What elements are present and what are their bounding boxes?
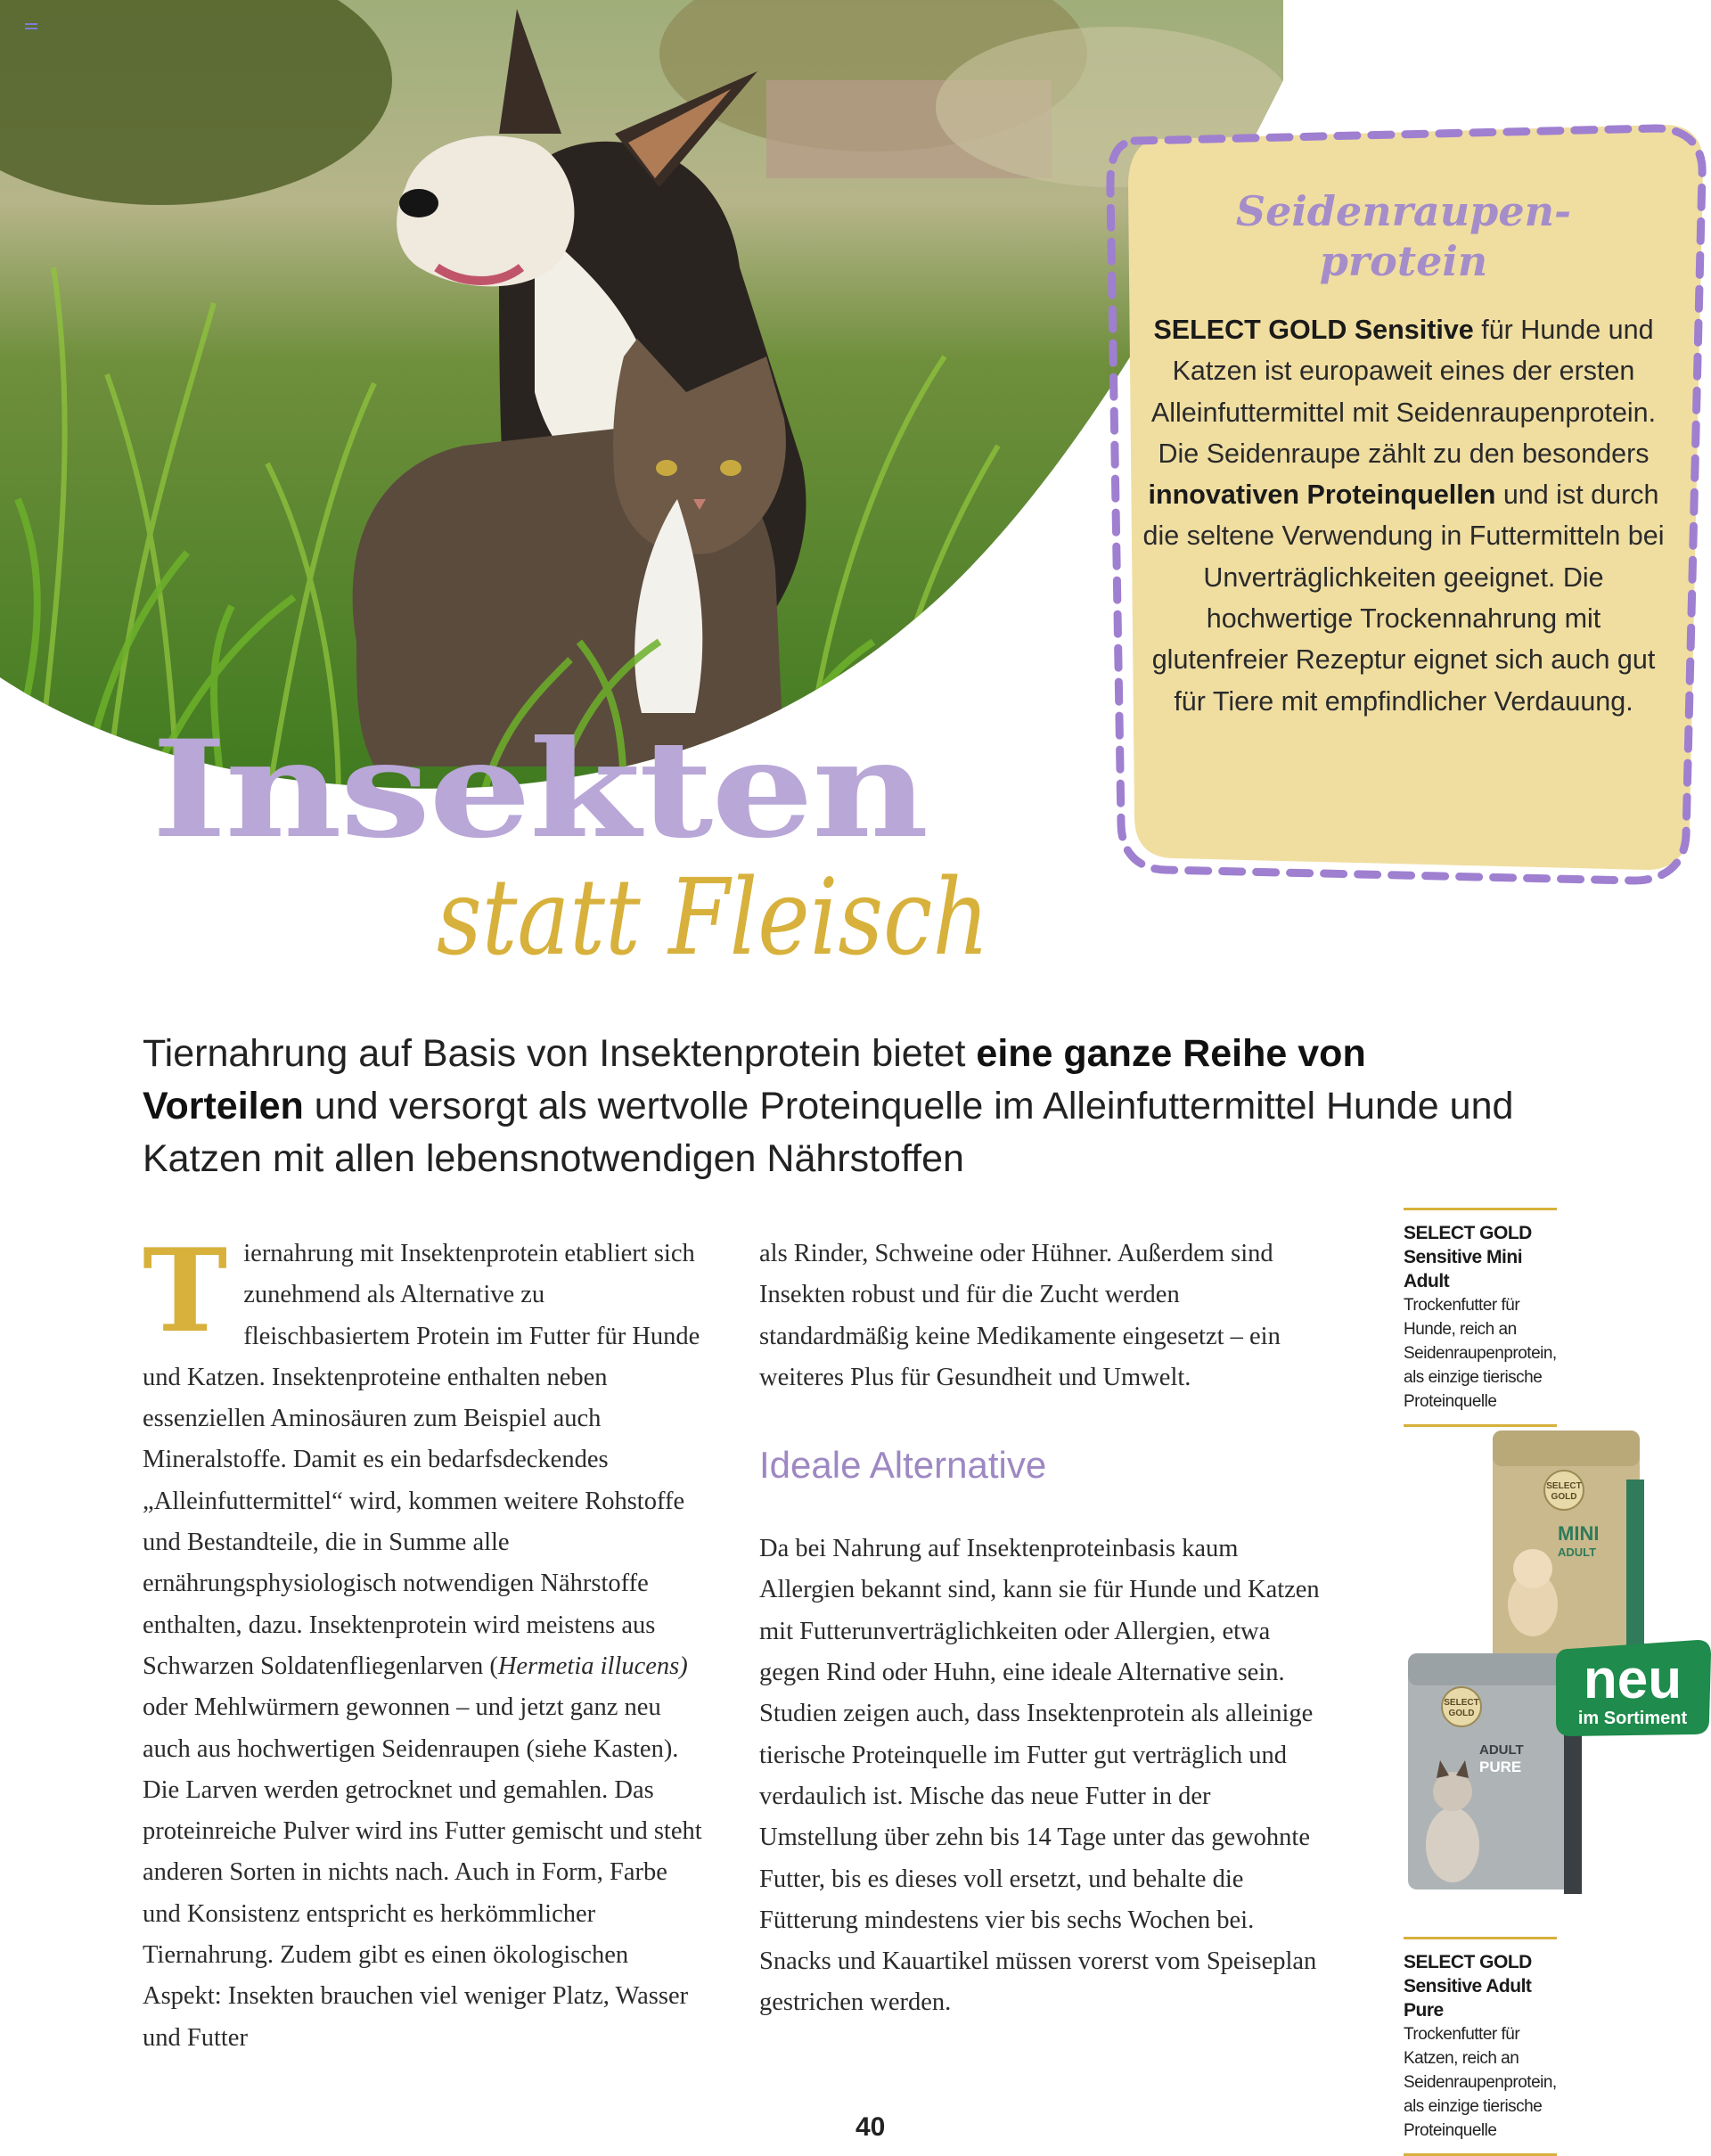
product-packaging-images (1399, 1426, 1711, 1925)
info-box-heading-line2: protein (1319, 237, 1488, 285)
caption-rule (1404, 1937, 1557, 1939)
caption-description: Trockenfutter für Katzen, reich an Seidenraupenprotein, als einzige tierische Proteinquelle (1404, 2025, 1557, 2140)
badge-neu: neu (1583, 1649, 1682, 1710)
col1-text2: oder Mehlwürmern gewonnen – und jetzt ganz neu auch aus hochwertigen Seidenraupen (siehe Kasten). Die Larven werden getrocknet und gemahlen. Das proteinreiche Pulver wird ins Futter gemischt und steht anderen Sorten in nichts nach. Auch in Form, Farbe und Konsistenz entspricht es herkömmlicher Tiernahrung. Zudem gibt es einen ökologischen Aspekt: Insekten brauchen viel weniger Platz, Wasser und Futter (143, 1693, 702, 2052)
info-box (1136, 165, 1671, 851)
badge-im-sortiment: im Sortiment (1577, 1709, 1688, 1728)
cat-bag-label: ADULT (1479, 1742, 1524, 1758)
info-box-heading (1136, 186, 1671, 286)
product-caption-adult-pure (1404, 1937, 1557, 2156)
cat-bag-brand-1: SELECT (1444, 1698, 1479, 1708)
lede-bold: eine ganze Reihe von Vorteilen (143, 1032, 1366, 1127)
cat-food-bag (1408, 1653, 1582, 1894)
col2-text: als Rinder, Schweine oder Hühner. Außerdem sind Insekten robust und für die Zucht werden standardmäßig keine Medikamente eingesetzt – ein weiteres Plus für Gesundheit und Umwelt. (759, 1240, 1281, 1391)
title-sub: statt Fleisch (437, 856, 989, 979)
page-title (134, 711, 1025, 998)
info-box-brand: SELECT GOLD Sensitive (1153, 315, 1474, 345)
info-box-highlight: innovativen Proteinquellen (1148, 480, 1496, 511)
caption-title-line2: Sensitive Mini Adult (1404, 1247, 1523, 1291)
lede-paragraph (143, 1028, 1533, 1185)
lede-part1: Tiernahrung auf Basis von Insektenprotein bietet (143, 1032, 977, 1075)
info-box-text-b: und ist durch die seltene Verwendung in Futtermitteln bei Unverträglichkeiten geeignet. Die hochwertige Trockennahrung mit glutenfreier Rezeptur eignet sich auch gut für Tiere mit empfindlicher Verdauung. (1142, 480, 1665, 717)
menu-icon[interactable] (25, 23, 37, 32)
info-box-text (1136, 309, 1671, 722)
article-column-2 (759, 1234, 1330, 2024)
caption-title-line1: SELECT GOLD (1404, 1952, 1532, 1972)
caption-title-line2: Sensitive Adult Pure (1404, 1976, 1532, 2021)
info-box-text-a: für Hunde und Katzen ist europaweit eines der ersten Alleinfuttermittel mit Seidenraupenprotein. Die Seidenraupe zählt zu den besonders (1150, 315, 1657, 469)
page-number: 40 (856, 2112, 886, 2142)
col1-italic: Hermetia illucens) (497, 1652, 688, 1680)
caption-rule (1404, 1208, 1557, 1210)
dog-bag-brand-1: SELECT (1546, 1481, 1582, 1491)
new-badge (1556, 1640, 1711, 1736)
lede-part2: und versorgt als wertvolle Proteinquelle im Alleinfuttermittel Hunde und Katzen mit allen lebensnotwendigen Nährstoffen (143, 1085, 1514, 1180)
article-column-1 (143, 1225, 708, 2059)
col2-text2: Da bei Nahrung auf Insektenproteinbasis kaum Allergien bekannt sind, kann sie für Hunde und Katzen mit Futterunverträglichkeiten oder Allergien, etwa gegen Rind oder Huhn, eine ideale Alternative sein. Studien zeigen auch, dass Insektenprotein als alleinige tierische Proteinquelle im Futter gut verträglich und verdaulich ist. Mische das neue Futter in der Umstellung über zehn bis 14 Tage unter das gewohnte Futter, bis es dieses voll ersetzt, und behalte die Fütterung mindestens vier bis sechs Wochen bei. Snacks und Kauartikel müssen vorerst vom Speiseplan gestrichen werden. (759, 1535, 1320, 2017)
subheading-ideale-alternative: Ideale Alternative (759, 1444, 1047, 1487)
dog-bag-sub: ADULT (1558, 1545, 1597, 1559)
product-caption-mini-adult (1404, 1208, 1557, 1427)
col1-text: iernahrung mit Insektenprotein etabliert sich zunehmend als Alternative zu fleischbasiertem Protein im Futter für Hunde und Katzen. Insektenproteine enthalten neben essenziellen Aminosäuren zum Beispiel auch Mineralstoffe. Damit es ein bedarfsdeckendes „Alleinfuttermittel“ wird, kommen weitere Rohstoffe und Bestandteile, die in Summe alle ernährungsphysiologisch notwendigen Nährstoffe enthalten, dazu. Insektenprotein wird meistens aus Schwarzen Soldatenfliegenlarven ( (143, 1240, 700, 1680)
cat-bag-sub: PURE (1479, 1758, 1522, 1775)
dog-bag-label: MINI (1558, 1522, 1600, 1545)
caption-title-line1: SELECT GOLD (1404, 1223, 1532, 1243)
dropcap: T (143, 1225, 228, 1358)
cat-bag-brand-2: GOLD (1448, 1709, 1475, 1718)
title-main: Insekten (151, 711, 927, 868)
info-box-heading-line1: Seidenraupen- (1235, 187, 1572, 235)
caption-description: Trockenfutter für Hunde, reich an Seidenraupenprotein, als einzige tierische Proteinquelle (1404, 1296, 1557, 1411)
dog-bag-brand-2: GOLD (1551, 1492, 1577, 1502)
